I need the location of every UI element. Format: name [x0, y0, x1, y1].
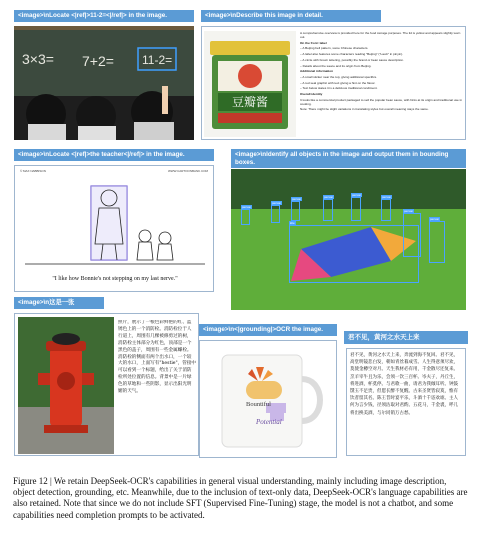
hydrant-description: 照片，展示了一根色彩鲜艳的红、蓝锈色上的一个消防栓。消防栓位于人行道上，周围有几棵被修剪过的树，消防栓主体部分为红色，顶部是一个黑色的盖子，周围有一些金属螺栓。消防栓的侧面有两个出水口，一个较大的水口，上面写有"hestie"，管接中可以看到一个标题，给出了关于消防栓所处位置的信息。背景中是一片绿色的草地和一些阴影，显示出阳光明媚的天气。	[118, 320, 196, 395]
description-line: – A Beijing bell pattern, some Chinese characters.	[300, 46, 369, 51]
mug-logo-line1: Bountiful	[246, 401, 271, 408]
prompt-describe: <image>\nDescribe this image in detail.	[201, 10, 381, 22]
description-line: Additional information	[300, 69, 333, 74]
cartoon-credit-right: WWW.CARTOONBANK.COM	[167, 169, 208, 173]
detection-label: person	[352, 193, 362, 197]
mug-panel	[199, 340, 337, 458]
description-line: – A label also features some characters reading "Beijing" ("Laozi" in pinyin).	[300, 52, 404, 57]
detection-box-kite	[289, 221, 419, 283]
svg-text:3×3=: 3×3=	[22, 51, 54, 67]
prompt-hydrant: <image>\n这是一张	[14, 297, 104, 309]
detection-label: person	[382, 195, 392, 199]
description-line: Overall identity	[300, 91, 323, 96]
cartoon-quote: "I like how Bonnie's not stepping on my last nerve."	[52, 276, 178, 282]
prompt-locate-equation: <image>\nLocate <|ref|>11-2=<|/ref|> in the image.	[14, 10, 194, 22]
description-text	[300, 31, 462, 137]
prompt-identify-objects: <image>\nIdentify all objects in the image and output them in bounding boxes.	[231, 149, 466, 168]
figure-label: Figure 12	[13, 476, 48, 486]
figure-caption	[13, 476, 469, 521]
teacher-cartoon	[15, 174, 214, 274]
detection-label: person	[430, 217, 440, 221]
classroom-photo	[14, 26, 194, 140]
description-line: – A circle with brown lettering, possibly the brand or bean sauce description.	[300, 57, 404, 62]
cartoon-panel	[14, 165, 214, 292]
detection-box-person	[429, 217, 445, 263]
description-line: On the front: label	[300, 40, 327, 45]
detection-box-person	[271, 201, 282, 223]
mug-logo-line2: Potential	[256, 418, 282, 426]
detection-label: person	[292, 197, 302, 201]
detection-box-person	[323, 195, 334, 221]
hydrant-photo	[18, 317, 114, 454]
description-line: – A small sticker near the top, giving additional specifics.	[300, 74, 378, 79]
prompt-locate-teacher: <image>\nLocate <|ref|>the teacher<|/ref|> in the image.	[14, 149, 214, 161]
figure-caption-text: | We retain DeepSeek-OCR's capabilities in general visual understanding, mainly including image description, object detection, grounding, etc. Meanwhile, due to the inclusion of text-only data, DeepSeek-OCR's language capabilities are also retained. Note that since we do not include SFT (Supervised Fine-Tuning) stage, the model is not a chatbot, and some capabilities need completion prompts to be activated.	[13, 476, 468, 520]
sauce-container-photo	[204, 31, 296, 137]
prompt-mug-ocr: <image>\n<|grounding|>OCR the image.	[199, 324, 337, 336]
detection-label: kite	[290, 221, 295, 225]
park-kite-photo	[231, 169, 466, 310]
detection-label: person	[242, 205, 252, 209]
detection-box-person	[291, 197, 302, 221]
description-line: – A red seal graphic with text giving a hint on the flavor.	[300, 80, 376, 85]
mug-illustration	[200, 341, 337, 458]
svg-text:豆瓣酱: 豆瓣酱	[231, 95, 269, 109]
poem-title: 君不见，黄河之水天上来	[344, 331, 468, 344]
detection-label: person	[404, 209, 414, 213]
classroom-illustration	[14, 26, 194, 140]
svg-text:11-2=: 11-2=	[142, 53, 173, 67]
description-line: – Details about the sauce and its origin from Beijing.	[300, 63, 372, 68]
poem-panel	[344, 331, 468, 458]
detection-label: person	[324, 195, 334, 199]
describe-panel	[201, 26, 466, 140]
detection-box-person	[381, 195, 392, 221]
svg-text:7+2=: 7+2=	[82, 53, 114, 69]
description-line: A comprehensive overview is provided here for the food storage purposes. The lid is yellow and appears slightly worn out.	[300, 31, 461, 40]
poem-body: 君不见，黄河之水天上来，奔流到海不复回。君不见，高堂明镜悲白发，朝如青丝暮成雪。人生得意须尽欢，莫使金樽空对月。天生我材必有用，千金散尽还复来。烹羊宰牛且为乐，会须一饮三百杯。岑夫子，丹丘生，将进酒，杯莫停。与君歌一曲，请君为我倾耳听。钟鼓馔玉不足贵，但愿长醉不复醒。古来圣贤皆寂寞，惟有饮者留其名。陈王昔时宴平乐，斗酒十千恣欢谑。主人何为言少钱，径须沽取对君酌。五花马，千金裘，呼儿将出换美酒，与尔同销万古愁。	[346, 348, 466, 456]
detection-label: person	[272, 201, 282, 205]
description-line: – Text below states it is a delicious traditional condiment.	[300, 86, 378, 91]
detection-box-person	[241, 205, 252, 225]
detection-box-person	[351, 193, 362, 221]
description-line: It looks like a commercial product packaged to sell the popular bean sauce, with hints at its origin and traditional use in cooking.	[300, 97, 462, 106]
description-line: Note: There might be slight variations in translating styles but overall meaning stays the same.	[300, 107, 429, 112]
hydrant-panel	[14, 313, 199, 456]
cartoon-credit-left: © MAX NABBISON	[20, 169, 46, 173]
